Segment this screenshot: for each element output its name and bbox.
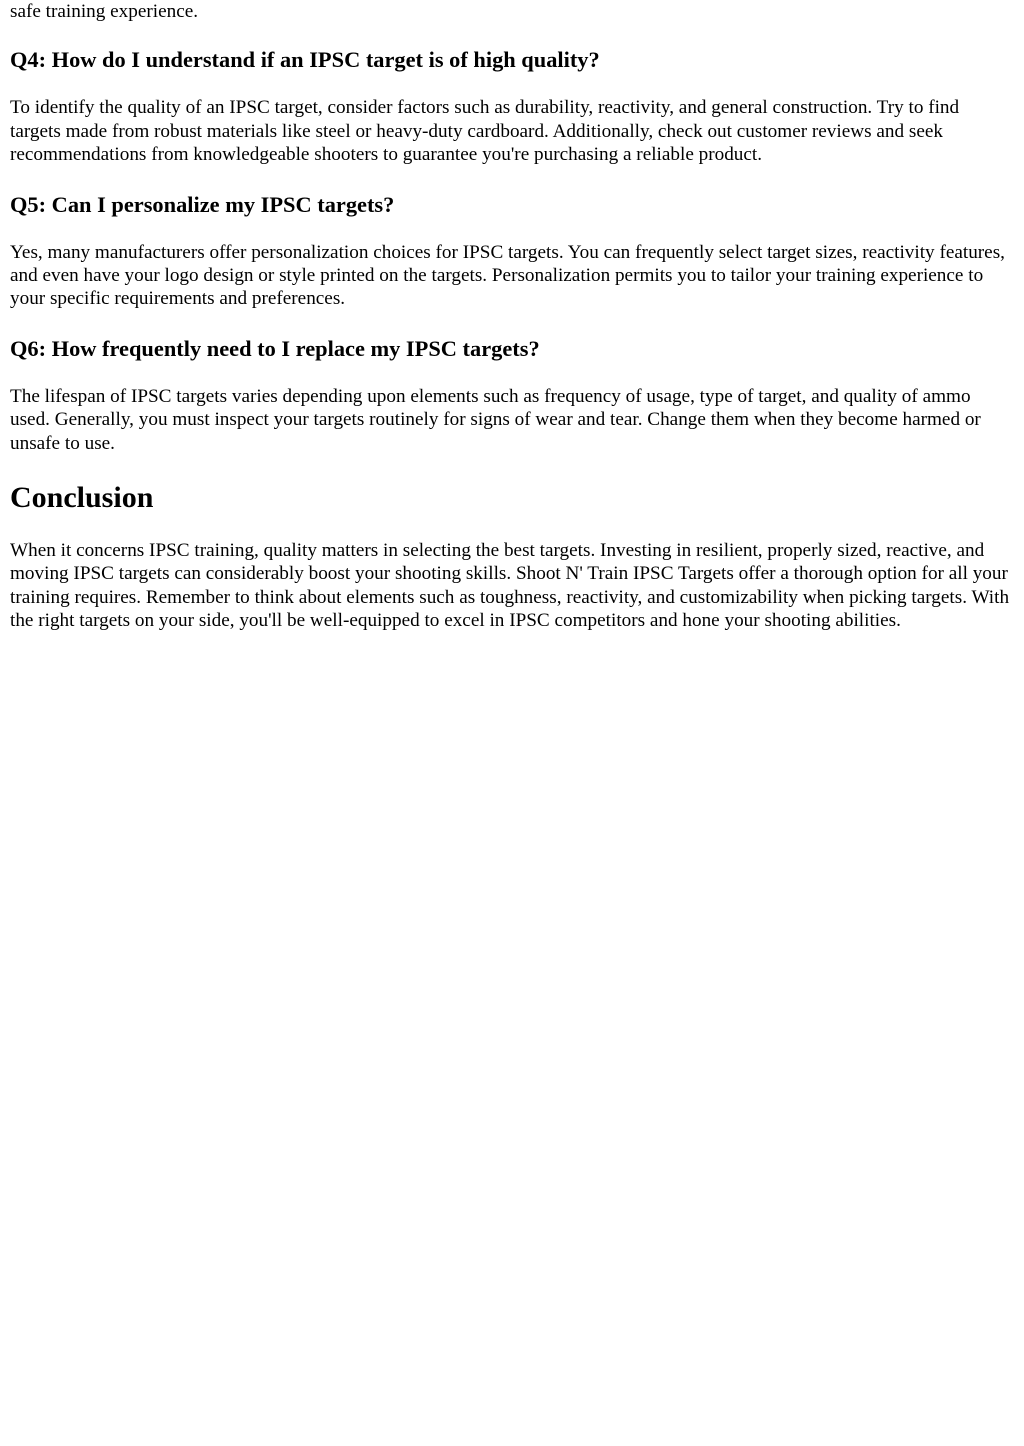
faq-answer-q4: To identify the quality of an IPSC target, consider factors such as durability, reactivity, and general construction. Try to find targets made from robust materials like steel or heavy-duty cardboard. Additionally, check out customer reviews and seek recommendations from knowledgeable shooters to guarantee you're purchasing a reliable product.	[10, 97, 960, 166]
conclusion-paragraph: When it concerns IPSC training, quality matters in selecting the best targets. Investing in resilient, properly sized, reactive, and moving IPSC targets can considerably boost your shooting skills. Shoot N' Train IPSC Targets offer a thorough option for all your training requires. Remember to think about elements such as toughness, reactivity, and customizability when picking targets. With the right targets on your side, you'll be well-equipped to excel in IPSC competitors and hone your shooting abilities.	[10, 540, 1010, 632]
faq-answer-q5: Yes, many manufacturers offer personalization choices for IPSC targets. You can frequently select target sizes, reactivity features, and even have your logo design or style printed on the targets. Personalization permits you to tailor your training experience to your specific requirements and preferences.	[10, 241, 1005, 310]
conclusion-heading: Conclusion	[10, 481, 154, 515]
lead-paragraph-fragment: safe training experience.	[10, 1, 199, 22]
faq-answer-q6: The lifespan of IPSC targets varies depending upon elements such as frequency of usage, type of target, and quality of ammo used. Generally, you must inspect your targets routinely for signs of wear and tear. Change them when they become harmed or unsafe to use.	[10, 385, 981, 454]
faq-question-q5: Q5: Can I personalize my IPSC targets?	[10, 191, 395, 217]
faq-question-q6: Q6: How frequently need to I replace my IPSC targets?	[10, 335, 540, 361]
faq-question-q4: Q4: How do I understand if an IPSC target is of high quality?	[10, 47, 600, 73]
article-page	[0, 0, 1024, 633]
